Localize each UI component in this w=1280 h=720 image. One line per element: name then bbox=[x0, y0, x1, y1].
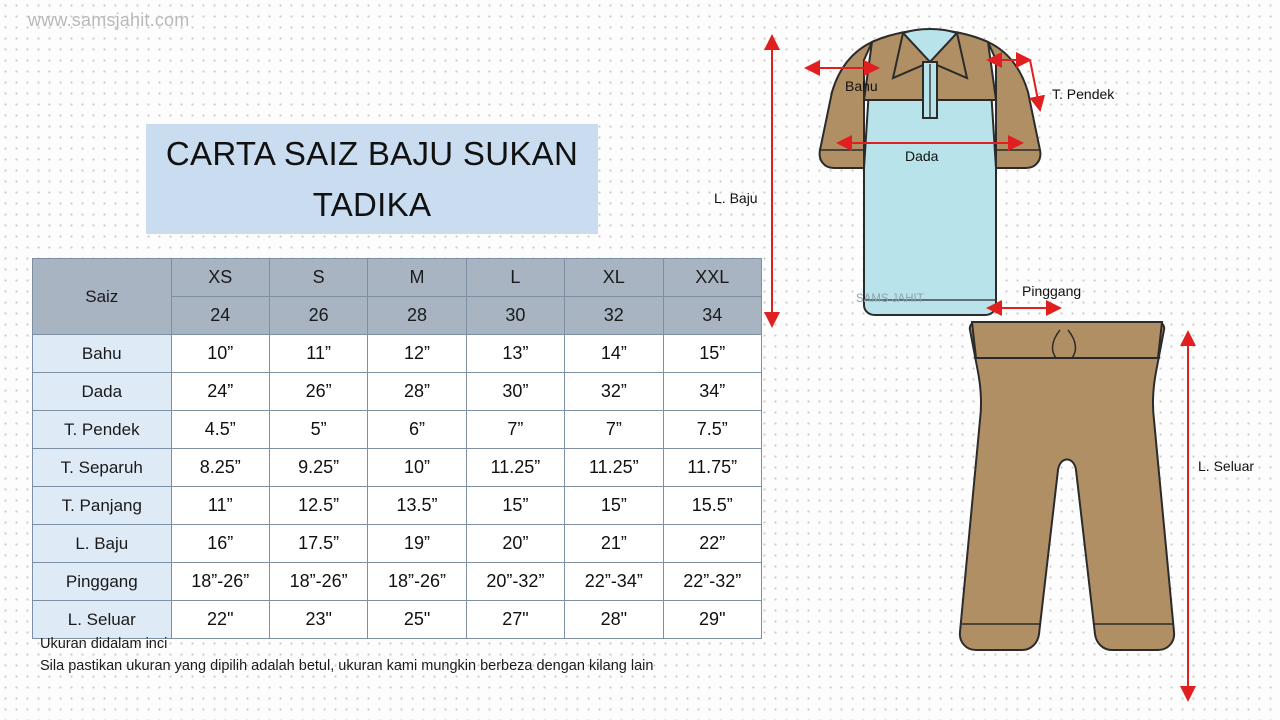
cell-t-separuh-s: 9.25” bbox=[269, 449, 367, 487]
cell-bahu-xl: 14” bbox=[565, 335, 663, 373]
cell-bahu-xxl: 15” bbox=[663, 335, 761, 373]
watermark: www.samsjahit.com bbox=[28, 10, 190, 30]
cell-t-pendek-xl: 7” bbox=[565, 411, 663, 449]
table-row bbox=[33, 563, 762, 601]
label-bahu: Bahu bbox=[845, 78, 878, 94]
table-row bbox=[33, 335, 762, 373]
cell-l-seluar-xl: 28" bbox=[565, 601, 663, 639]
table-row bbox=[33, 487, 762, 525]
cell-dada-xxl: 34” bbox=[663, 373, 761, 411]
cell-l-seluar-xxl: 29" bbox=[663, 601, 761, 639]
label-pinggang: Pinggang bbox=[1022, 283, 1082, 299]
row-label-pinggang: Pinggang bbox=[33, 563, 172, 601]
size-chart-table bbox=[32, 258, 762, 639]
cell-l-baju-xxl: 22” bbox=[663, 525, 761, 563]
garment-diagram bbox=[714, 0, 1280, 720]
size-number-xl: 32 bbox=[565, 297, 663, 335]
cell-l-baju-xl: 21” bbox=[565, 525, 663, 563]
cell-dada-xl: 32” bbox=[565, 373, 663, 411]
cell-dada-s: 26” bbox=[269, 373, 367, 411]
cell-l-seluar-l: 27" bbox=[466, 601, 564, 639]
label-l-baju: L. Baju bbox=[714, 190, 758, 206]
size-number-xs: 24 bbox=[171, 297, 269, 335]
size-number-l: 30 bbox=[466, 297, 564, 335]
cell-pinggang-xxl: 22”-32” bbox=[663, 563, 761, 601]
table-corner-label: Saiz bbox=[33, 259, 172, 335]
cell-t-separuh-xs: 8.25” bbox=[171, 449, 269, 487]
cell-t-panjang-l: 15” bbox=[466, 487, 564, 525]
cell-t-panjang-xxl: 15.5” bbox=[663, 487, 761, 525]
cell-t-pendek-l: 7” bbox=[466, 411, 564, 449]
label-dada: Dada bbox=[905, 148, 939, 164]
row-label-t-pendek: T. Pendek bbox=[33, 411, 172, 449]
row-label-dada: Dada bbox=[33, 373, 172, 411]
cell-t-panjang-s: 12.5” bbox=[269, 487, 367, 525]
size-code-s: S bbox=[269, 259, 367, 297]
shirt-brand-mark: SAMS JAHIT bbox=[856, 293, 924, 305]
cell-bahu-s: 11” bbox=[269, 335, 367, 373]
size-code-xs: XS bbox=[171, 259, 269, 297]
cell-l-seluar-m: 25" bbox=[368, 601, 466, 639]
label-t-pendek: T. Pendek bbox=[1052, 86, 1115, 102]
row-label-l-seluar: L. Seluar bbox=[33, 601, 172, 639]
cell-l-baju-s: 17.5” bbox=[269, 525, 367, 563]
cell-t-separuh-xxl: 11.75” bbox=[663, 449, 761, 487]
cell-t-pendek-xs: 4.5” bbox=[171, 411, 269, 449]
cell-bahu-xs: 10” bbox=[171, 335, 269, 373]
footnote-line-1: Ukuran didalam inci bbox=[40, 636, 168, 652]
cell-t-separuh-xl: 11.25” bbox=[565, 449, 663, 487]
cell-l-baju-m: 19” bbox=[368, 525, 466, 563]
table-row bbox=[33, 601, 762, 639]
cell-pinggang-xs: 18”-26” bbox=[171, 563, 269, 601]
table-row bbox=[33, 373, 762, 411]
table-row bbox=[33, 525, 762, 563]
cell-bahu-m: 12” bbox=[368, 335, 466, 373]
table-header-row-codes bbox=[33, 259, 762, 297]
cell-l-baju-l: 20” bbox=[466, 525, 564, 563]
cell-pinggang-m: 18”-26” bbox=[368, 563, 466, 601]
cell-l-seluar-xs: 22" bbox=[171, 601, 269, 639]
size-code-l: L bbox=[466, 259, 564, 297]
cell-l-seluar-s: 23" bbox=[269, 601, 367, 639]
cell-dada-xs: 24” bbox=[171, 373, 269, 411]
row-label-t-separuh: T. Separuh bbox=[33, 449, 172, 487]
size-number-xxl: 34 bbox=[663, 297, 761, 335]
cell-t-panjang-xl: 15” bbox=[565, 487, 663, 525]
cell-l-baju-xs: 16” bbox=[171, 525, 269, 563]
size-code-xxl: XXL bbox=[663, 259, 761, 297]
size-code-m: M bbox=[368, 259, 466, 297]
cell-t-pendek-s: 5” bbox=[269, 411, 367, 449]
cell-t-pendek-xxl: 7.5” bbox=[663, 411, 761, 449]
size-number-s: 26 bbox=[269, 297, 367, 335]
table-row bbox=[33, 411, 762, 449]
table-row bbox=[33, 449, 762, 487]
footnotes bbox=[40, 634, 653, 678]
row-label-t-panjang: T. Panjang bbox=[33, 487, 172, 525]
size-number-m: 28 bbox=[368, 297, 466, 335]
row-label-l-baju: L. Baju bbox=[33, 525, 172, 563]
page-title-text bbox=[160, 128, 584, 230]
cell-pinggang-s: 18”-26” bbox=[269, 563, 367, 601]
cell-t-pendek-m: 6” bbox=[368, 411, 466, 449]
cell-dada-m: 28” bbox=[368, 373, 466, 411]
footnote-line-2: Sila pastikan ukuran yang dipilih adalah betul, ukuran kami mungkin berbeza dengan kilang lain bbox=[40, 657, 654, 674]
cell-t-panjang-xs: 11” bbox=[171, 487, 269, 525]
cell-pinggang-xl: 22”-34” bbox=[565, 563, 663, 601]
cell-dada-l: 30” bbox=[466, 373, 564, 411]
cell-t-separuh-m: 10” bbox=[368, 449, 466, 487]
title-line-2: TADIKA bbox=[312, 186, 432, 223]
shirt-illustration bbox=[820, 29, 1041, 315]
title-line-1: CARTA SAIZ BAJU SUKAN bbox=[165, 134, 579, 172]
page-title bbox=[146, 124, 598, 234]
label-l-seluar: L. Seluar bbox=[1198, 458, 1255, 474]
pants-illustration bbox=[960, 322, 1174, 650]
cell-bahu-l: 13” bbox=[466, 335, 564, 373]
cell-t-separuh-l: 11.25” bbox=[466, 449, 564, 487]
cell-t-panjang-m: 13.5” bbox=[368, 487, 466, 525]
row-label-bahu: Bahu bbox=[33, 335, 172, 373]
size-code-xl: XL bbox=[565, 259, 663, 297]
cell-pinggang-l: 20”-32” bbox=[466, 563, 564, 601]
